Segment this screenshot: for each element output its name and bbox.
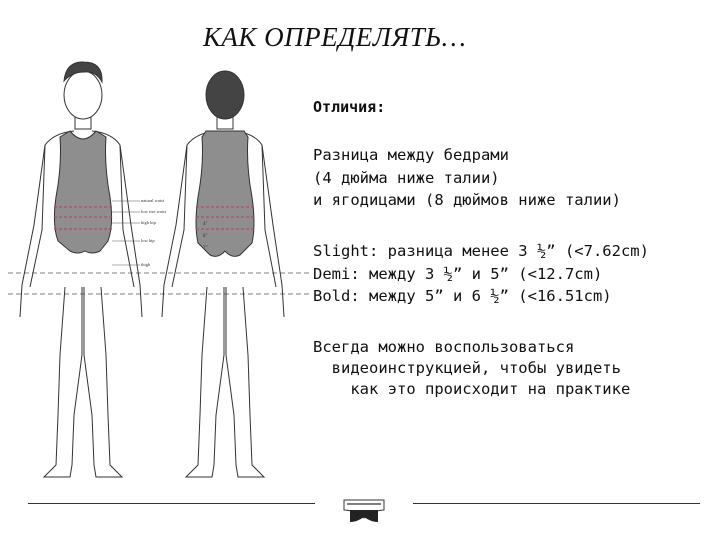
hip-difference-text — [313, 144, 621, 212]
video-note-line-3: как это происходит на практике — [350, 380, 631, 398]
marker-4in: 4" — [203, 222, 208, 227]
label-low-hip: low hip — [141, 238, 155, 243]
back-markers — [203, 222, 208, 251]
front-bodysuit — [54, 131, 111, 253]
front-labels — [141, 198, 167, 267]
label-low-rise-waist: low rise waist — [141, 209, 166, 214]
label-thigh: thigh — [141, 262, 151, 267]
marker-8in: 8" — [203, 234, 208, 239]
marker-7in: 7" — [203, 246, 208, 251]
footer-rule-left — [28, 503, 315, 504]
brand-logo-icon — [340, 498, 388, 526]
fit-demi: Demi: между 3 ½” и 5” (<12.7cm) — [313, 264, 603, 283]
front-figure — [20, 62, 142, 477]
video-note-line-1: Всегда можно воспользоваться — [313, 338, 575, 356]
label-high-hip: high hip — [141, 220, 156, 225]
page-title: КАК ОПРЕДЕЛЯТЬ… — [203, 22, 467, 52]
fit-bold: Bold: между 5” и 6 ½” (<16.51cm) — [313, 287, 612, 305]
fit-slight: Slight: разница менее 3 ½” (<7.62cm) — [313, 242, 649, 260]
video-note — [313, 337, 630, 400]
differences-heading: Отличия: — [313, 98, 386, 116]
fit-types-list — [313, 240, 649, 308]
hip-difference-line-3: и ягодицами (8 дюймов ниже талии) — [313, 191, 621, 209]
hip-difference-line-1: Разница между бедрами — [313, 146, 509, 164]
hip-difference-line-2: (4 дюйма ниже талии) — [313, 168, 500, 187]
video-note-line-2: видеоинструкцией, чтобы увидеть — [331, 359, 621, 377]
label-natural-waist: natural waist — [141, 198, 165, 203]
footer-rule-right — [413, 503, 700, 504]
body-figures-illustration — [0, 55, 310, 485]
